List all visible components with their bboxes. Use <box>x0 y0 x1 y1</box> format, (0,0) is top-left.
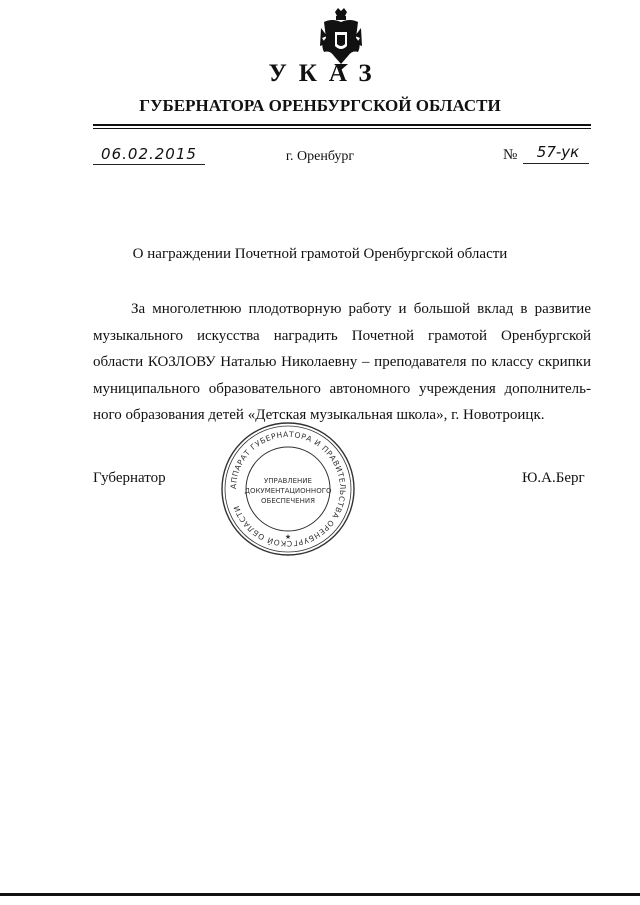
stamp-line-3: ОБЕСПЕЧЕНИЯ <box>261 497 315 505</box>
document-city: г. Оренбург <box>285 149 355 164</box>
signer-position: Губернатор <box>93 470 166 486</box>
signer-name: Ю.А.Берг <box>522 470 585 486</box>
stamp-outer-text: АППАРАТ ГУБЕРНАТОРА И ПРАВИТЕЛЬСТВА ОРЕНБУРГСКОЙ ОБЛАСТИ <box>228 429 348 549</box>
number-sign: № <box>503 147 518 163</box>
stamp-line-2: ДОКУМЕНТАЦИОННОГО <box>244 487 332 495</box>
stamp-line-1: УПРАВЛЕНИЕ <box>264 477 312 485</box>
official-stamp <box>220 421 356 557</box>
document-issuer: ГУБЕРНАТОРА ОРЕНБУРГСКОЙ ОБЛАСТИ <box>139 96 501 115</box>
document-number: 57-ук <box>536 143 580 161</box>
page-bottom-border <box>0 893 640 896</box>
header-divider <box>93 124 591 126</box>
stamp-star-icon: ★ <box>284 533 292 541</box>
document-title: УКАЗ <box>268 60 384 87</box>
header-divider-thin <box>93 128 591 129</box>
number-underline <box>523 163 589 164</box>
document-date: 06.02.2015 <box>101 145 197 163</box>
document-body: За многолетнюю плодотворную работу и большой вклад в развитие музыкального искусства наградить Почетной грамотой Оренбургской области КОЗЛОВУ Наталью Николаевну – преподавателя по классу скрипки муниципального образовательного автономного учреждения дополнительного образования детей «Детская музыкальная школа», г. Новотроицк. <box>93 301 591 424</box>
document-subject: О награждении Почетной грамотой Оренбургской области <box>132 246 508 262</box>
